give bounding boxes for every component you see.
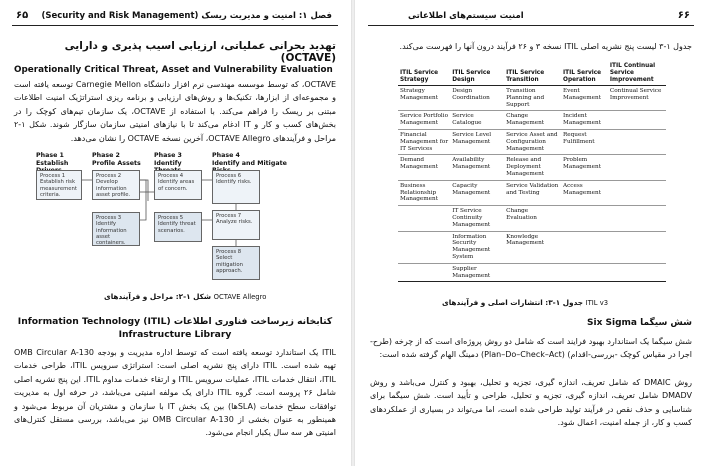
table-cell: [608, 155, 666, 180]
table-row: [398, 111, 666, 130]
table-cell: [608, 263, 666, 282]
table-cell: Demand Management: [398, 155, 450, 180]
table-cell: IT Service Continuity Management: [450, 206, 504, 231]
table-cell: [398, 231, 450, 263]
figure-caption-latin: OCTAVE Allegro: [213, 293, 267, 301]
table-cell: Service Level Management: [450, 129, 504, 154]
table-cell: [608, 129, 666, 154]
table-row: [398, 231, 666, 263]
table-cell: Event Management: [561, 86, 608, 111]
column-header: ITIL Service Design: [450, 62, 504, 86]
table-cell: [608, 206, 666, 231]
table-cell: Knowledge Management: [504, 231, 561, 263]
table-cell: [608, 231, 666, 263]
table-cell: Information Security Management System: [450, 231, 504, 263]
table-caption-text: جدول ۱-۳: انتشارات اصلی و فرآیندهای: [442, 298, 584, 307]
table-cell: Transition Planning and Support: [504, 86, 561, 111]
english-title: Operationally Critical Threat, Asset and Vulnerability Evaluation: [14, 65, 333, 75]
table-caption-latin: ITIL v3: [585, 299, 609, 307]
six-sigma-paragraph-1: شش سیگما یک استاندارد بهبود فرایند است که شامل دو روش پروژه‌ای است که از چرخه (طرح-اجرا در مقیاس کوچک -بررسی-اقدام) (Plan–Do–Check–Act) دمینگ الهام گرفته شده است:: [370, 337, 692, 360]
table-cell: [398, 206, 450, 231]
table-cell: Strategy Management: [398, 86, 450, 111]
table-intro: جدول ۱-۳ لیست پنج نشریه اصلی ITIL نسخه ۳ و ۲۶ فرآیند درون آنها را فهرست می‌کند.: [399, 42, 692, 51]
phase-subtitle: Establish: [36, 159, 69, 167]
table-cell: Business Relationship Management: [398, 180, 450, 205]
itil-heading-line-1: کتابخانه زیرساخت فناوری اطلاعات Information Technology (ITIL): [17, 316, 333, 327]
table-row: [398, 263, 666, 282]
six-sigma-heading: شش سیگما Six Sigma: [587, 318, 692, 328]
table-cell: Availability Management: [450, 155, 504, 180]
process-4-box: Process 4 Identify areas of concern.: [154, 170, 202, 200]
table-body: [398, 86, 666, 282]
phase-subtitle: Identify: [154, 159, 182, 167]
figure-caption: [104, 292, 266, 301]
table-row: [398, 206, 666, 231]
octave-figure: [36, 152, 296, 284]
process-1-box: Process 1 Establish risk measurement criteria.: [36, 170, 82, 200]
running-head-title: امنیت سیستم‌های اطلاعاتی: [408, 11, 524, 21]
process-6-box: Process 6 Identify risks.: [212, 170, 260, 204]
table-cell: Incident Management: [561, 111, 608, 130]
phase-subtitle: Identify and Mitigate: [212, 159, 287, 167]
column-header: ITIL Service Strategy: [398, 62, 450, 86]
table-cell: Capacity Management: [450, 180, 504, 205]
book-gutter: [351, 0, 355, 466]
table-row: [398, 180, 666, 205]
table-cell: Change Evaluation: [504, 206, 561, 231]
table-row: [398, 86, 666, 111]
section-title: تهدید بحرانی عملیاتی، ارزیابی اسیب پذیری و دارایی (OCTAVE): [64, 40, 336, 64]
figure-caption-text: شکل ۱-۲: مراحل و فرآیندهای: [104, 292, 212, 301]
phase-title: Phase 1: [36, 152, 64, 159]
process-2-box: Process 2 Develop information asset profile.: [92, 170, 140, 200]
table-row: [398, 155, 666, 180]
running-header: [368, 9, 694, 26]
process-5-box: Process 5 Identify threat scenarios.: [154, 212, 202, 242]
itil-processes-table: [398, 62, 666, 282]
itil-heading-line-2: Infrastructure Library: [118, 329, 232, 340]
phase-2-label: [92, 152, 146, 167]
right-page: [356, 0, 706, 466]
column-header: ITIL Service Operation: [561, 62, 608, 86]
six-sigma-paragraph-2: روش DMAIC که شامل تعریف، اندازه گیری، تجزیه و تحلیل، بهبود و کنترل می‌باشد و روش DMADV شامل تعریف، اندازه گیری، تجزیه و تحلیل، طراحی و تأیید است. شش سیگما برای شناسایی و حذف نقص در فرآیند تولید طراحی شده است، اما می‌تواند در بسیاری از عملکردهای کسب و کار، از جمله امنیت، اعمال شود.: [370, 378, 692, 428]
page-number: ۶۵: [16, 10, 29, 21]
column-header: ITIL Service Transition: [504, 62, 561, 86]
table-cell: Supplier Management: [450, 263, 504, 282]
table-cell: [398, 263, 450, 282]
table-cell: [561, 263, 608, 282]
table-cell: Problem Management: [561, 155, 608, 180]
itil-paragraph: ITIL یک استاندارد توسعه یافته است که توسط اداره مدیریت و بودجه OMB Circular A-130 تهیه شده است. ITIL دارای پنج نشریه اصلی است: استراتژی سرویس ITIL، طراحی خدمات ITIL، انتقال خدمات ITIL، عملیات سرویس ITIL و ارتقاء خدمات مداوم ITIL. این پنج نشریه اصلی شامل ۲۶ پروسه است. گروه ITIL دارای یک مولفه امنیتی می‌باشد، در حرفه اول به مدیریت توافقات سطح خدمات (SLAها) بین یک بخش IT با سازمان و مشتریان آن مربوط می‌شود و همینطور به عنوان بخشی از OMB Circular A-130 نیز می‌باشد، بررسی مستقل کنترل‌های امنیتی هر سه سال یکبار انجام می‌شود.: [14, 348, 337, 438]
table-cell: Continual Service Improvement: [608, 86, 666, 111]
table-cell: Design Coordination: [450, 86, 504, 111]
table-cell: Access Management: [561, 180, 608, 205]
table-cell: Release and Deployment Management: [504, 155, 561, 180]
process-3-box: Process 3 Identify information asset containers.: [92, 212, 140, 246]
table-cell: Request Fulfillment: [561, 129, 608, 154]
table-cell: [561, 231, 608, 263]
table-cell: Service Asset and Configuration Management: [504, 129, 561, 154]
table-cell: [504, 263, 561, 282]
phase-subtitle: Profile Assets: [92, 159, 141, 167]
itil-heading: [14, 315, 336, 341]
table-cell: Change Management: [504, 111, 561, 130]
running-head-title: فصل ۱: امنیت و مدیریت ریسک (Security and Risk Management): [41, 11, 332, 21]
running-header: [12, 9, 338, 26]
table-cell: Financial Management for IT Services: [398, 129, 450, 154]
left-page: [0, 0, 350, 466]
table-cell: [561, 206, 608, 231]
table-cell: [608, 180, 666, 205]
page-number: ۶۶: [677, 10, 690, 21]
table-header-row: [398, 62, 666, 86]
phase-title: Phase 3: [154, 152, 182, 159]
octave-paragraph: OCTAVE، که توسط موسسه مهندسی نرم افزار دانشگاه Carnegie Mellon توسعه یافته است و مجموعه‌ای از ابزارها، تکنیک‌ها و روش‌های ارزیابی و برنامه ریزی استراتژیک امنیت اطلاعات مبتنی بر ریسک را فراهم می‌کند. با استفاده از OCTAVE، یک سازمان تیم‌های کوچک را در بخش‌های کسب و کار و IT ادغام می‌کند تا با نیازهای امنیتی سازمان سازگار شوند. شکل ۱-۲ مراحل و فرآیندهای OCTAVE Allegro، آخرین نسخه OCTAVE را نشان می‌دهد.: [14, 80, 336, 143]
process-8-box: Process 8 Select mitigation approach.: [212, 246, 260, 280]
column-header: ITIL Continual Service Improvement: [608, 62, 666, 86]
table-cell: Service Validation and Testing: [504, 180, 561, 205]
table-cell: [608, 111, 666, 130]
table-row: [398, 129, 666, 154]
table-cell: Service Catalogue: [450, 111, 504, 130]
process-7-box: Process 7 Analyze risks.: [212, 210, 260, 240]
table-caption: [442, 298, 608, 307]
phase-title: Phase 4: [212, 152, 240, 159]
phase-title: Phase 2: [92, 152, 120, 159]
table-cell: Service Portfolio Management: [398, 111, 450, 130]
